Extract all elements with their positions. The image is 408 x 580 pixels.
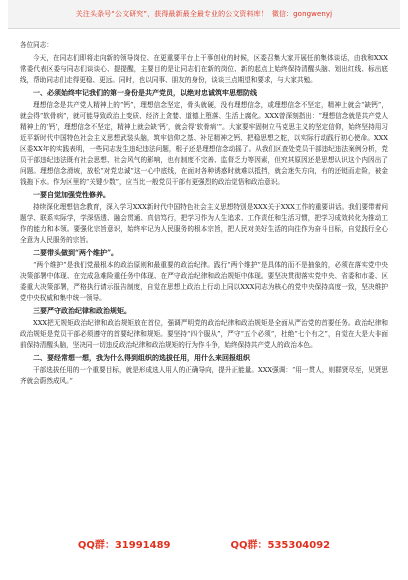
- heading-two-maintains: 二要带头做到“两个维护”。: [33, 248, 119, 257]
- greeting: 各位同志：: [20, 41, 53, 49]
- paragraph-intro: 今天，在同志们即将走向新的领导岗位、在更重要平台上干事创业的时候，区委召集大家开展任前集体谈话，由我和XXX常委代表区委与同志们谈谈心、提提醒，主要目的是让同志们在新的岗位、新的起点上始终保持清醒头脑、划出红线、标出底线，帮助同志们走得更稳、更远。同时，也以同事、朋友的身份，谈谈三点期望和要求，与大家共勉。: [20, 54, 388, 84]
- footer-contact: [0, 536, 408, 556]
- paragraph-political-discipline: XXX把无规矩政治纪律和政治规矩放在首位，强调严明党的政治纪律和政治规矩是全面从严治党的首要任务。政治纪律和政治规矩是党员干部必须遵守的首要纪律和规矩。要坚持“四个服从”，严守“五个必须”，杜绝“七个有之”，自觉在大是大非面前保持清醒头脑，坚决同一切违反政治纪律和政治规矩的行为作斗争，始终保持共产党人的政治本色。: [20, 319, 388, 349]
- document-body: [20, 40, 388, 387]
- heading-section-1: 一、必须始终牢记我们的第一身份是共产党员，以绝对忠诚筑牢思想防线: [33, 88, 257, 97]
- top-banner: [8, 0, 400, 29]
- heading-party-spirit: 一要自觉加强党性修养。: [33, 190, 110, 199]
- heading-political-discipline: 三要严守政治纪律和政治规矩。: [33, 306, 131, 315]
- paragraph-party-spirit: 持续深化理想信念教育，深入学习XXX新时代中国特色社会主义思想特别是XXX关于XXX工作的重要讲话。我们要带着问题学、联系实际学，学深悟透、融会贯通、真信笃行，把学习作为人生追求、工作责任和生活习惯，把学习成效转化为推动工作的能力和本领。要强化宗旨意识，始终牢记为人民服务的根本宗旨，把人民对美好生活的向往作为奋斗目标，自觉践行全心全意为人民服务的宗旨。: [20, 203, 388, 244]
- banner-promo-text: 关注头条号“公文研究”，获得最新最全最专业的公文资料库！: [75, 10, 268, 18]
- heading-section-2: 二、要经常想一想，我为什么得到组织的选拔任用，用什么来回报组织: [33, 353, 250, 362]
- banner-wechat-text: 微信：gongwenyj: [271, 10, 333, 18]
- paragraph-faith: 理想信念是共产党人精神上的“钙”，理想信念坚定，骨头就硬，没有理想信念，或理想信念不坚定，精神上就会“缺钙”，就会得“软骨病”，就可能导致政治上变质、经济上贪婪、道德上堕落、生活上腐化。XXX曾深刻指出：“理想信念就是共产党人精神上的‘钙’，理想信念不坚定，精神上就会缺‘钙’，就会得‘软骨病’”。大家要牢固树立马克思主义的坚定信仰，始终坚持用习近平新时代中国特色社会主义思想武装头脑，筑牢信仰之基、补足精神之钙、把稳思想之舵，以实际行动践行初心使命。XXX区委XX年的实践表明，一些同志发生违纪违法问题，根子还是理想信念动摇了。从我们区查处党员干部违纪违法案例分析，党员干部违纪违法既有社会思想、社会风气的影响，也有制度不完善、监督乏力等因素，但究其原因还是思想认识这个内因出了问题。理想信念滑坡，放松“对党忠诚”这一心中底线，在面对各种诱惑时就难以抵挡，就会迷失方向，有的还铤而走险，被金钱拖下水。作为区里的“关键少数”，应当比一般党员干部有更强烈的政治觉悟和政治意识。: [20, 101, 388, 186]
- paragraph-selection: 干部选拔任用的一个重要目标，就是形成选人用人的正确导向，提升正能量。XXX强调：“用一贯人，则群贤尽至，见贤思齐就会蔚然成风。”: [20, 366, 388, 385]
- qq-group-1: QQ群：31991489: [77, 540, 171, 551]
- paragraph-two-maintains: “两个维护”是我们党最根本的政治原则和最重要的政治纪律。践行“两个维护”是具体的而不是抽象的，必须在落实党中央决策部署中体现、在完成急难险重任务中体现、在严守政治纪律和政治规矩中体现。要坚决贯彻落实党中央、省委和市委、区委重大决策部署，严格执行请示报告制度，自觉在思想上政治上行动上同以XXX同志为核心的党中央保持高度一致，坚决维护党中央权威和集中统一领导。: [20, 261, 388, 302]
- qq-group-2: QQ群：535304092: [230, 540, 331, 551]
